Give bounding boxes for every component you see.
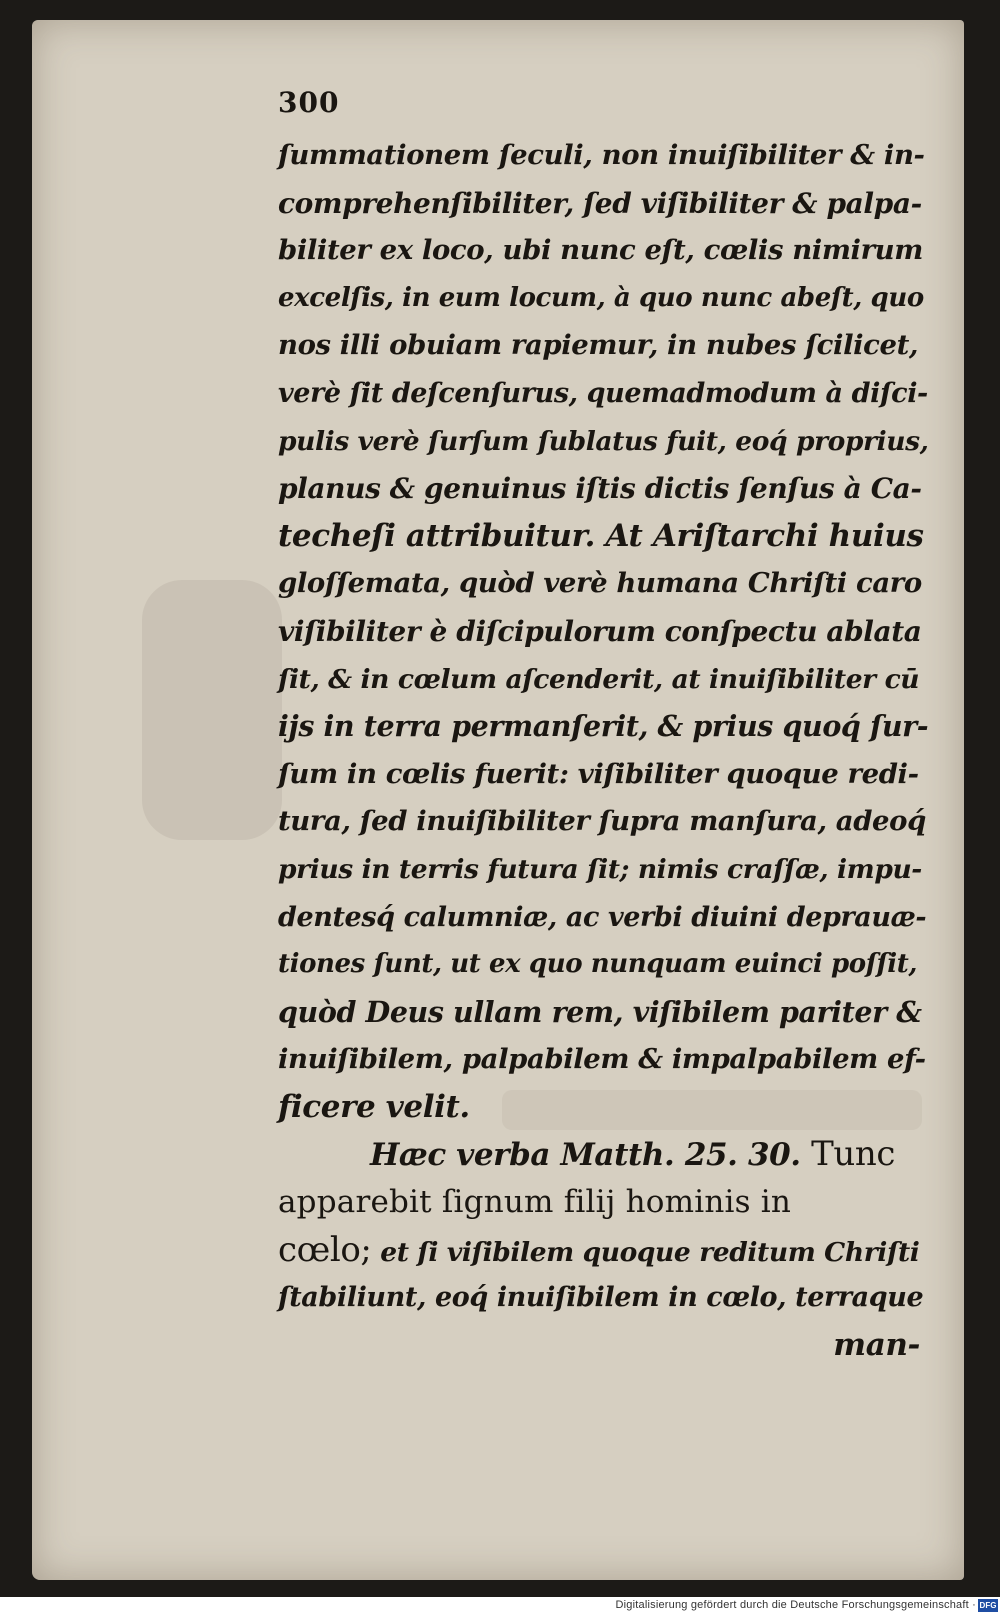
text-line: gloſſemata, quòd verè humana Chriſti caro — [278, 567, 922, 600]
digitization-footer — [0, 1597, 1000, 1616]
text-line: quòd Deus ullam rem, viſibilem pariter & — [278, 994, 922, 1029]
text-line: techeſi attribuitur. At Ariſtarchi huius — [278, 517, 924, 554]
paragraph-2-roman: cœlo; — [278, 1229, 372, 1270]
paragraph-2-line-3 — [278, 1227, 928, 1275]
text-line: viſibiliter è diſcipulorum conſpectu ablata — [278, 614, 922, 648]
paragraph-2-line-1 — [278, 1131, 928, 1179]
paragraph-2-prefix: Hæc verba Matth. 25. 30. — [370, 1137, 801, 1174]
text-line: prius in terris futura ſit; nimis craſſæ, impu- — [278, 853, 922, 885]
catchword: man- — [833, 1326, 920, 1363]
text-line: dentesq́ calumniæ, ac verbi diuini deprauæ- — [278, 901, 927, 933]
text-line: inuiſibilem, palpabilem & impalpabilem ef- — [278, 1043, 926, 1076]
text-line: ſit, & in cœlum aſcenderit, at inuiſibiliter cū — [278, 663, 920, 695]
text-line: pulis verè ſurſum ſublatus fuit, eoq́ proprius, — [278, 425, 929, 457]
text-line: ijs in terra permanſerit, & prius quoq́ ſur- — [278, 709, 929, 744]
text-line: tiones ſunt, ut ex quo nunquam euinci poſſit, — [278, 949, 918, 980]
text-line: ſummationem ſeculi, non inuiſibiliter & in- — [278, 139, 925, 171]
text-line: comprehenſibiliter, ſed viſibiliter & palpa- — [278, 186, 922, 220]
page-number: 300 — [278, 86, 340, 119]
text-line: planus & genuinus iſtis dictis ſenſus à Ca- — [278, 472, 922, 506]
funding-credit: Digitalisierung gefördert durch die Deutsche Forschungsgemeinschaft · — [615, 1599, 976, 1611]
text-line: tura, ſed inuiſibiliter ſupra manſura, adeoq́ — [278, 805, 926, 838]
text-line: biliter ex loco, ubi nunc eſt, cœlis nimirum — [278, 234, 923, 267]
text-line: ſum in cœlis fuerit: viſibiliter quoque redi- — [278, 757, 919, 790]
bleed-through-stain — [142, 580, 282, 840]
paragraph-2-italic: et ſi viſibilem quoque reditum Chriſti — [380, 1236, 920, 1268]
paragraph-2-roman: Tunc — [811, 1134, 896, 1175]
text-line: nos illi obuiam rapiemur, in nubes ſcilicet, — [278, 329, 919, 362]
text-line: ficere velit. — [278, 1088, 470, 1125]
text-line: excelſis, in eum locum, à quo nunc abeſt, quo — [278, 282, 924, 313]
paragraph-2-line-2: apparebit ſignum filij hominis in — [278, 1184, 792, 1221]
body-text — [278, 132, 928, 1369]
text-line: verè ſit deſcenſurus, quemadmodum à diſci- — [278, 377, 928, 409]
dfg-logo-icon: DFG — [979, 1601, 997, 1610]
paragraph-2-line-4: ſtabiliunt, eoq́ inuiſibilem in cœlo, terraque — [278, 1282, 924, 1314]
